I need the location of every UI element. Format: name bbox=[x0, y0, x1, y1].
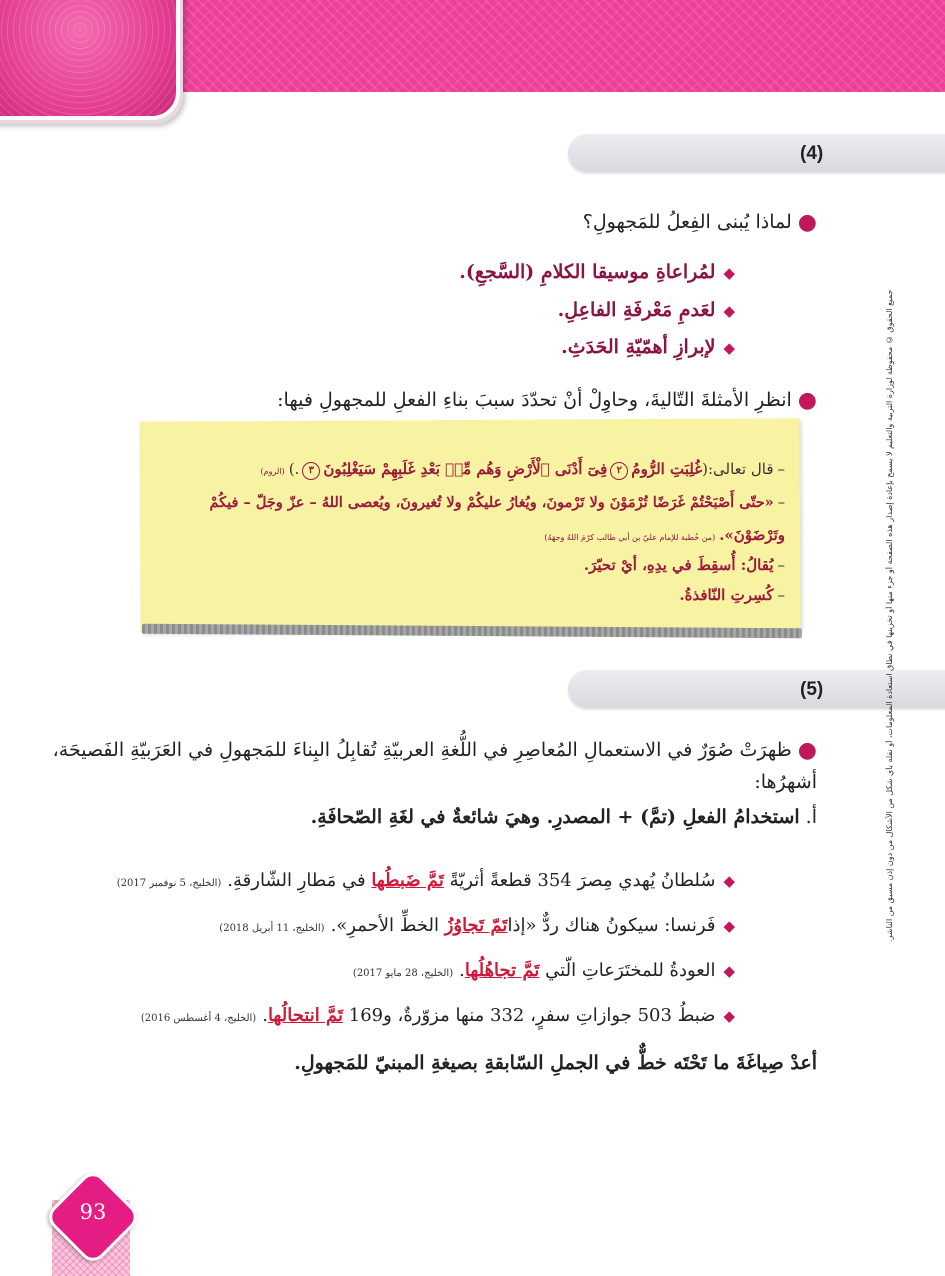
example-window: –كُسِرتِ النّافذةُ. bbox=[679, 586, 785, 604]
bullet-dot-icon: ● bbox=[797, 738, 817, 763]
section-5-intro-continued: أشهرُها: bbox=[754, 771, 817, 793]
example-speech: –«حتّى أَصْبَحْتُمْ غَرَضًا تُرْمَوْنَ ولا تَرْمونَ، ويُغارُ عليكُمْ ولا تُغيرونَ، ويُعصى اللهُ – عزّ وجَلّ – فيكُمْ bbox=[209, 494, 785, 511]
bullet-dot-icon: ● bbox=[797, 388, 817, 413]
bullet-dot-icon: ● bbox=[797, 210, 817, 235]
diamond-bullet-icon: ◆ bbox=[723, 962, 735, 980]
copyright-side-note: جميع الحقوق © محفوظة لوزارة التربية والتعليم لا يسمح بإعادة إصدار هذه الصفحة أو جزء منها أو تخزينها في نطاق استعادة المعلومات، أو نقله بأي شكل من الأشكال من دون إذن مسبق من الناشر. bbox=[885, 290, 894, 943]
example-saying: –يُقالُ: أُسقِطَ في يدِهِ، أيْ تحيّرَ. bbox=[583, 556, 785, 574]
section-5-intro: ●ظهرَتْ صُوَرٌ في الاستعمالِ المُعاصِرِ في اللُّغةِ العربيّةِ تُقابِلُ البِناءَ للمَجهولِ في العَرَبيّةِ الفَصيحَة، bbox=[52, 738, 817, 763]
section-4-number: (4) bbox=[800, 143, 824, 164]
section-4-question: ●لماذا يُبنى الفِعلُ للمَجهولِ؟ bbox=[582, 210, 817, 235]
reason-item: ◆لإبرازِ أهمّيّةِ الحَدَثِ. bbox=[561, 336, 735, 358]
example-sentence: ◆فَرنسا: سيكونُ هناك ردٌّ «إذاتَمّ تَجاوُزُ الخطِّ الأحمرِ».(الخليج، 11 أبريل 2018) bbox=[219, 915, 735, 936]
ayah-marker-icon: ٢ bbox=[610, 462, 628, 480]
diamond-bullet-icon: ◆ bbox=[723, 264, 735, 282]
point-a: أ.استخدامُ الفعلِ (تمَّ) + المصدرِ. وهيَ شائعةٌ في لغَةِ الصّحافَةِ. bbox=[310, 806, 817, 828]
diamond-bullet-icon: ◆ bbox=[723, 339, 735, 357]
example-quran: –قال تعالى:(غُلِبَتِ الرُّومُ٢فِىٓ أَدْنَى ٱلْأَرْضِ وَهُم مِّنۢ بَعْدِ غَلَبِهِمْ سَيَغْلِبُونَ٣.)(الروم) bbox=[260, 460, 785, 478]
page-number: 93 bbox=[79, 1200, 107, 1224]
section-5-number: (5) bbox=[800, 679, 824, 700]
example-sentence: ◆العودةُ للمختَرَعاتِ الّتي تَمَّ تجاهُلُها.(الخليج، 28 مايو 2017) bbox=[352, 960, 735, 981]
example-sentence: ◆سُلطانُ يُهدي مِصرَ 354 قطعةً أثريّةً تَمَّ ضَبطُها في مَطارِ الشّارقةِ.(الخليج، 5 نوفمبر 2017) bbox=[116, 870, 735, 891]
diamond-bullet-icon: ◆ bbox=[723, 302, 735, 320]
reason-item: ◆لعَدمِ مَعْرفَةِ الفاعِلِ. bbox=[557, 299, 735, 321]
top-banner bbox=[180, 0, 945, 92]
ayah-marker-icon: ٣ bbox=[302, 462, 320, 480]
example-sentence: ◆ضبطُ 503 جوازاتِ سفرٍ، 332 منها مزوّرةٌ، و169 تَمَّ انتحالُها.(الخليج، 4 أغسطس 2016) bbox=[140, 1005, 735, 1026]
diamond-bullet-icon: ◆ bbox=[723, 1007, 735, 1025]
example-speech-end: وتَرْضَوْنَ».(من خُطبة للإمام عليّ بن أبي طالب كرّمَ اللهُ وجهَهُ) bbox=[544, 526, 785, 544]
reason-item: ◆لمُراعاةِ موسيقا الكلامِ (السَّجعِ). bbox=[459, 261, 735, 283]
rewrite-task: أعدْ صِياغَةَ ما تَحْتَه خطٌّ في الجملِ السّابقةِ بصيغةِ المبنيّ للمَجهولِ. bbox=[294, 1052, 817, 1074]
diamond-bullet-icon: ◆ bbox=[723, 872, 735, 890]
section-4-header-bar bbox=[568, 134, 945, 172]
diamond-bullet-icon: ◆ bbox=[723, 917, 735, 935]
corner-decoration bbox=[0, 0, 180, 120]
section-4-instruction: ●انظرِ الأمثلةَ التّاليةَ، وحاوِلْ أنْ تحدّدَ سببَ بناءِ الفعلِ للمجهولِ فيها: bbox=[277, 388, 817, 413]
